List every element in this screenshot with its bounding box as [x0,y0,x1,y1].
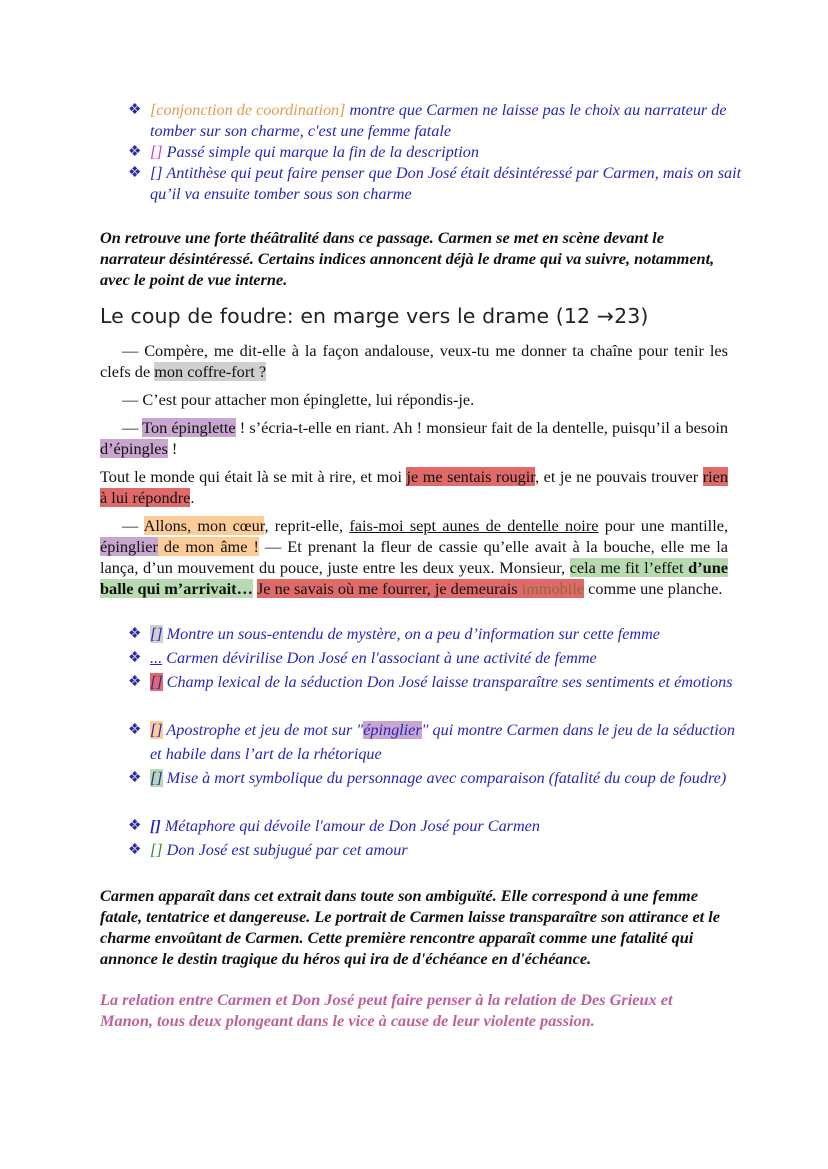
highlight-purple: Ton épinglette [142,418,236,437]
bullet-text: Carmen dévirilise Don José en l'associant à une activité de femme [162,649,597,667]
bullet-marker: [conjonction de coordination] [150,101,346,119]
bullet-marker: [] [150,769,163,787]
text-run: — [122,418,143,437]
bullet-marker: [] [150,164,163,182]
conclusion-paragraph: Carmen apparaît dans cet extrait dans toute son ambiguïté. Elle correspond à une femme fatale, tentatrice et dangereuse. Le portrait de Carmen laisse transparaître son attirance et le charme envoûtant de Carmen. Cette première rencontre apparaît comme une fatalité qui annonce le destin tragique du héros qui ira de d'échéance en d'échéance. [100,886,721,968]
bullet-text: Champ lexical de la séduction Don José laisse transparaître ses sentiments et émotions [162,673,733,691]
text-run: — Et prenant la fleur de cassie qu’elle avait à la bouche, elle me la lança, d’un mouvement du pouce, juste entre les deux yeux. Monsieur, [100,537,728,577]
text-run: , reprit-elle, [264,516,350,535]
highlight-purple: épinglier [363,721,422,739]
diamond-bullet-icon: ❖ [128,650,142,666]
bullet-marker: [] [150,841,163,859]
text-run: , et je ne pouvais trouver [535,467,703,486]
highlight-purple: d’épingles [100,439,168,458]
bullet-marker: [] [150,673,163,691]
highlight-red: je me sentais rougir [406,467,536,486]
diamond-bullet-icon: ❖ [128,165,142,181]
text-run: comme une planche. [584,579,723,598]
bullet-item [128,838,748,862]
excerpt-paragraph [100,340,728,382]
bullet-text: Mise à mort symbolique du personnage avec comparaison (fatalité du coup de foudre) [162,769,727,787]
bullet-text: Montre un sous-entendu de mystère, on a peu d’information sur cette femme [162,625,660,643]
bullet-marker: [] [150,721,163,739]
bullet-text: Don José est subjugué par cet amour [162,841,408,859]
highlight-red: rien à lui répondre [100,467,728,507]
diamond-bullet-icon: ❖ [128,722,142,738]
bullet-marker: [] [150,817,161,835]
bullet-item [128,718,748,766]
highlight-orange: Allons, mon cœur [143,516,265,535]
bullet-text: Antithèse qui peut faire penser que Don José était désintéressé par Carmen, mais on sait qu’il va ensuite tomber sous son charme [150,164,742,203]
diamond-bullet-icon: ❖ [128,818,142,834]
text-run: pour une mantille, [598,516,729,535]
diamond-bullet-icon: ❖ [128,144,142,160]
underlined-text: fais-moi sept aunes de dentelle noire [349,516,599,535]
text-run: . [190,488,195,507]
text-run: Tout le monde qui était là se mit à rire, et moi [100,467,407,486]
highlight-orange: de mon âme ! [157,537,259,556]
bullet-text: " qui montre Carmen dans le jeu de la séduction et habile dans l’art de la rhétorique [150,721,735,763]
bullet-item [128,670,748,694]
bullet-item [128,622,748,646]
bullet-item [128,766,748,790]
text-run: ! s’écria-t-elle en riant. Ah ! monsieur fait de la dentelle, puisqu’il a besoin [235,418,729,437]
bullet-item [128,163,748,205]
bullet-text: montre que Carmen ne laisse pas le choix au narrateur de tomber sur son charme, c'est une femme fatale [150,101,727,140]
bullet-text: Métaphore qui dévoile l'amour de Don José pour Carmen [160,817,540,835]
highlight-purple: épinglier [100,537,158,556]
text-run: — [122,516,144,535]
diamond-bullet-icon: ❖ [128,626,142,642]
bullet-text: Apostrophe et jeu de mot sur " [162,721,364,739]
diamond-bullet-icon: ❖ [128,102,142,118]
highlight-gray: mon coffre-fort ? [154,362,267,381]
text-run: — Compère, me dit-elle à la façon andalouse, veux-tu me donner ta chaîne pour tenir les clefs de [100,341,728,381]
diamond-bullet-icon: ❖ [128,770,142,786]
highlight-red: Je ne savais où me fourrer, je demeurais [256,579,522,598]
bullet-marker: [] [150,143,163,161]
excerpt-text [100,340,728,599]
highlight-green: cela me fit l’effet [569,558,689,577]
bullet-text: Passé simple qui marque la fin de la description [162,143,479,161]
excerpt-paragraph [100,515,728,599]
diamond-bullet-icon: ❖ [128,674,142,690]
highlight-red-brown: immobile [521,579,585,598]
bullet-item [128,142,748,163]
excerpt-paragraph: — C’est pour attacher mon épinglette, lui répondis-je. [122,390,475,409]
diamond-bullet-icon: ❖ [128,842,142,858]
bullet-item [128,814,748,838]
highlight-green-bold: d’une balle qui m’arrivait… [100,558,728,598]
section-title: Le coup de foudre: en marge vers le drame (12 →23) [100,304,649,328]
bullet-marker: [] [150,625,163,643]
excerpt-paragraph [100,466,728,508]
conclusion-paragraph: On retrouve une forte théâtralité dans ce passage. Carmen se met en scène devant le narrateur désintéressé. Certains indices annoncent déjà le drame qui va suivre, notamment, avec le point de vue interne. [100,228,715,289]
text-run: ! [167,439,178,458]
bullet-item [128,100,748,142]
bullet-marker: ... [150,649,163,667]
excerpt-paragraph [100,417,728,459]
bullet-item [128,646,748,670]
comparison-paragraph: La relation entre Carmen et Don José peut faire penser à la relation de Des Grieux et Manon, tous deux plongeant dans le vice à cause de leur violente passion. [100,990,673,1030]
